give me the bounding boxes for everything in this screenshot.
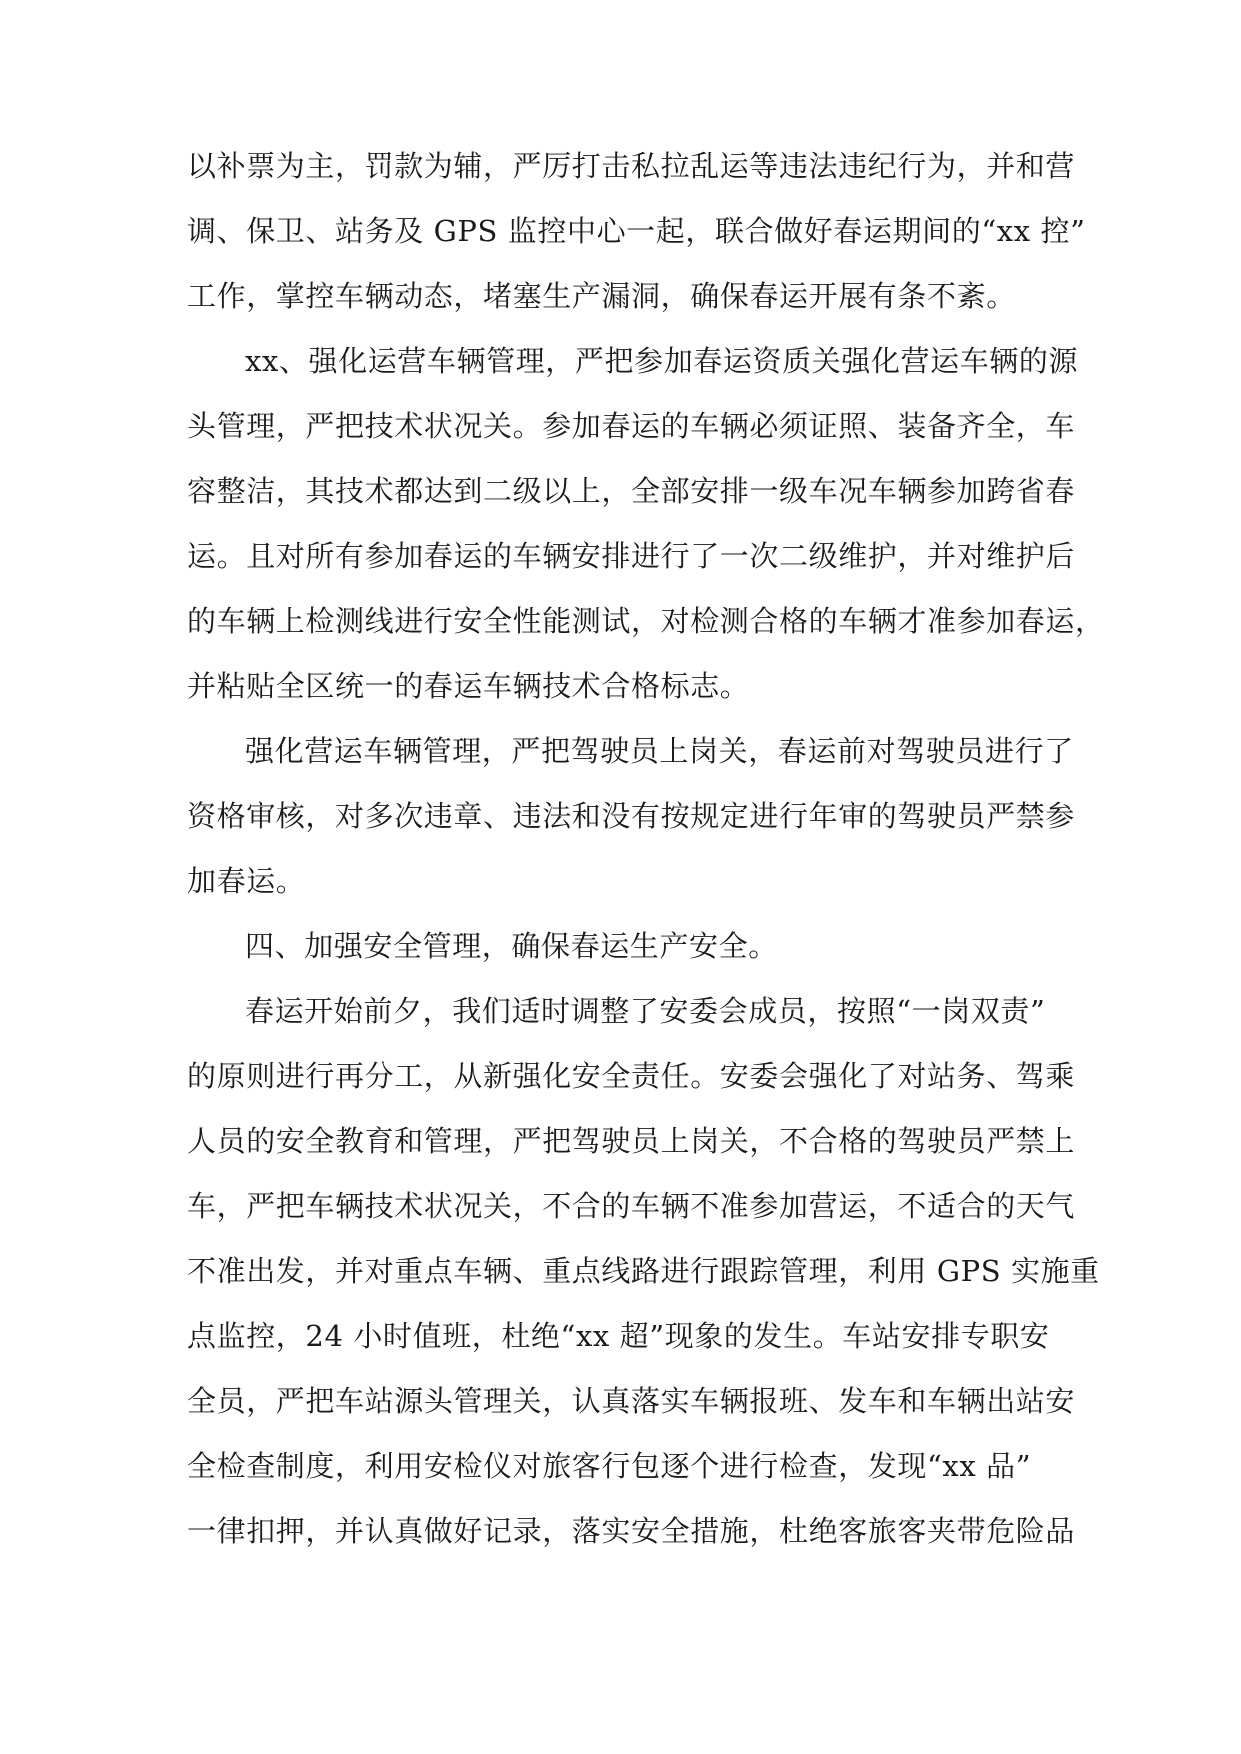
text-line: 车，严把车辆技术状况关，不合的车辆不准参加营运，不适合的天气 [187, 1189, 1076, 1223]
text-line: 全员，严把车站源头管理关，认真落实车辆报班、发车和车辆出站安 [187, 1384, 1076, 1418]
text-line: 点监控，24 小时值班，杜绝“xx 超”现象的发生。车站安排专职安 [187, 1319, 1050, 1353]
paragraph-first-line: 春运开始前夕，我们适时调整了安委会成员，按照“一岗双责” [245, 994, 1046, 1028]
section-heading: 四、加强安全管理，确保春运生产安全。 [245, 929, 778, 963]
text-line: 的车辆上检测线进行安全性能测试，对检测合格的车辆才准参加春运， [187, 604, 1105, 638]
text-line: 不准出发，并对重点车辆、重点线路进行跟踪管理，利用 GPS 实施重 [187, 1254, 1100, 1288]
text-line: 资格审核，对多次违章、违法和没有按规定进行年审的驾驶员严禁参 [187, 799, 1076, 833]
text-line: 头管理，严把技术状况关。参加春运的车辆必须证照、装备齐全，车 [187, 409, 1076, 443]
text-line: 容整洁，其技术都达到二级以上，全部安排一级车况车辆参加跨省春 [187, 474, 1076, 508]
paragraph-first-line: 强化营运车辆管理，严把驾驶员上岗关，春运前对驾驶员进行了 [245, 734, 1074, 768]
text-line: 并粘贴全区统一的春运车辆技术合格标志。 [187, 669, 750, 703]
text-line: 加春运。 [187, 864, 306, 898]
text-line: 以补票为主，罚款为辅，严厉打击私拉乱运等违法违纪行为，并和营 [187, 149, 1076, 183]
document-body [187, 149, 1105, 1548]
text-line: 全检查制度，利用安检仪对旅客行包逐个进行检查，发现“xx 品” [187, 1449, 1032, 1483]
text-line: 的原则进行再分工，从新强化安全责任。安委会强化了对站务、驾乘 [187, 1059, 1076, 1093]
text-line: 一律扣押，并认真做好记录，落实安全措施，杜绝客旅客夹带危险品 [187, 1514, 1076, 1548]
text-line: 工作，掌控车辆动态，堵塞生产漏洞，确保春运开展有条不紊。 [187, 279, 1016, 313]
text-line: 人员的安全教育和管理，严把驾驶员上岗关，不合格的驾驶员严禁上 [187, 1124, 1076, 1158]
text-line: 运。且对所有参加春运的车辆安排进行了一次二级维护，并对维护后 [187, 539, 1076, 573]
paragraph-first-line: xx、强化运营车辆管理，严把参加春运资质关强化营运车辆的源 [245, 344, 1079, 378]
text-line: 调、保卫、站务及 GPS 监控中心一起，联合做好春运期间的“xx 控” [187, 214, 1086, 248]
